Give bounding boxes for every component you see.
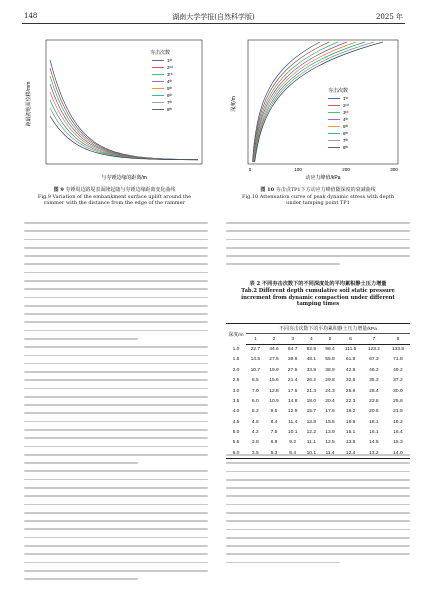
table-cell: 5.0 <box>232 430 240 436</box>
table-cell: 8.4 <box>270 419 278 425</box>
text-line-placeholder <box>24 355 208 357</box>
table-cell: 44.6 <box>269 347 279 353</box>
figure-10-legend-title: 夯击次数 <box>328 88 349 94</box>
table-cell: 15.3 <box>393 440 403 446</box>
text-line-placeholder <box>226 454 410 456</box>
figure-9-plot <box>22 34 207 184</box>
table-cell: 1.0 <box>232 346 240 352</box>
figure-10-caption-cn: 夯击点TP1下方动应力峰值随深度的衰减曲线 <box>275 187 376 193</box>
table-2-tamp-header: 7 <box>362 334 386 344</box>
figure-9-caption-label: 图 9 <box>53 187 64 193</box>
table-cell: 4.5 <box>232 419 240 425</box>
figure-9-series-line <box>50 100 198 160</box>
figure-9-series-line <box>50 68 198 160</box>
text-line-placeholder <box>24 412 208 414</box>
text-line-placeholder <box>24 512 208 514</box>
table-cell: 17.6 <box>325 409 335 415</box>
table-cell: 23.8 <box>369 398 379 404</box>
table-cell: 14.8 <box>287 398 298 404</box>
table-cell: 71.8 <box>393 357 403 363</box>
table-cell: 5.5 <box>232 440 240 446</box>
table-cell: 18.0 <box>306 398 317 404</box>
table-cell: 2.0 <box>232 367 240 373</box>
table-2-title-en-1: Tab.2 Different depth cumulative soil static pressure <box>241 287 395 294</box>
text-line-placeholder <box>24 346 208 348</box>
table-cell: 3.8 <box>251 440 259 446</box>
table-cell: 27.5 <box>269 357 279 363</box>
table-cell: 22.3 <box>345 398 356 404</box>
table-cell: 16.9 <box>345 419 356 425</box>
table-cell: 14.5 <box>250 357 261 363</box>
table-cell: 48.1 <box>306 357 317 363</box>
table-cell: 4.0 <box>232 409 240 415</box>
figure-9-series-line <box>50 92 198 160</box>
table-2-tamp-header: 8 <box>386 334 410 344</box>
table-cell: 16.4 <box>393 430 403 436</box>
table-cell: 7.0 <box>251 388 259 394</box>
table-cell: 24.3 <box>325 388 335 394</box>
right-column-text-lower <box>226 454 410 570</box>
text-line-placeholder <box>24 363 208 365</box>
table-2-tamp-header: 1 <box>246 334 265 344</box>
text-line-placeholder <box>24 537 208 539</box>
text-line-placeholder <box>24 371 208 373</box>
figure-10-plot <box>228 34 408 184</box>
text-line-placeholder <box>226 471 410 473</box>
figure-10-legend-entry: 8ᵗʰ <box>343 145 349 150</box>
table-2-tamp-header: 6 <box>339 334 362 344</box>
table-cell: 5.2 <box>251 409 259 415</box>
figure-10-x-tick-label: 100 <box>294 167 302 172</box>
figure-9 <box>22 34 207 184</box>
table-cell: 3.0 <box>232 388 240 394</box>
text-line-placeholder <box>24 230 208 232</box>
text-line-placeholder <box>24 462 138 464</box>
table-2 <box>226 323 410 459</box>
table-cell: 10.1 <box>287 430 298 436</box>
text-line-placeholder <box>24 321 208 323</box>
text-line-placeholder <box>24 288 208 290</box>
table-cell: 38.9 <box>325 367 335 373</box>
text-line-placeholder <box>24 470 208 472</box>
table-cell: 111.5 <box>344 347 357 353</box>
table-cell: 67.3 <box>369 357 379 363</box>
table-cell: 33.9 <box>306 367 317 373</box>
table-2-title <box>222 281 414 308</box>
text-line-placeholder <box>24 379 208 381</box>
text-line-placeholder <box>24 404 208 406</box>
table-cell: 11.4 <box>288 419 298 425</box>
text-line-placeholder <box>24 446 208 448</box>
table-cell: 20.4 <box>325 398 335 404</box>
table-cell: 32.8 <box>345 378 356 384</box>
figure-10-series-line <box>253 42 321 162</box>
figure-10-legend-entry: 7ᵗʰ <box>343 138 349 143</box>
text-line-placeholder <box>24 338 138 340</box>
text-line-placeholder <box>226 462 410 464</box>
text-line-placeholder <box>24 255 208 257</box>
text-line-placeholder <box>226 553 410 555</box>
text-line-placeholder <box>24 263 208 265</box>
page-number: 148 <box>24 12 38 20</box>
text-line-placeholder <box>226 222 410 224</box>
text-line-placeholder <box>226 495 410 497</box>
table-cell: 18.1 <box>369 419 379 425</box>
table-cell: 19.2 <box>345 409 356 415</box>
table-cell: 12.5 <box>325 440 335 446</box>
figure-9-xlabel: 与夯锤边缘的距离/m <box>101 175 147 181</box>
table-cell: 21.9 <box>393 409 403 415</box>
table-cell: 42.9 <box>345 367 356 373</box>
text-line-placeholder <box>24 239 208 241</box>
table-cell: 17.5 <box>287 388 298 394</box>
table-cell: 19.2 <box>393 419 403 425</box>
table-cell: 9.5 <box>270 409 278 415</box>
table-cell: 64.7 <box>287 347 298 353</box>
text-line-placeholder <box>226 520 410 522</box>
table-cell: 13.9 <box>325 430 335 436</box>
figure-10 <box>228 34 408 184</box>
figure-9-legend-entry: 2ⁿᵈ <box>167 65 173 70</box>
figure-10-x-tick-label: 0 <box>248 167 252 172</box>
text-line-placeholder <box>24 528 208 530</box>
table-2-span-header: 不同夯击次数下的平均累积静土压力增量/kPa <box>246 324 410 334</box>
table-cell: 12.8 <box>269 388 279 394</box>
table-cell: 6.8 <box>270 440 278 446</box>
text-line-placeholder <box>226 230 410 232</box>
table-cell: 7.5 <box>270 430 278 436</box>
figure-9-legend-entry: 1ˢᵗ <box>167 58 173 63</box>
figure-10-legend-entry: 2ⁿᵈ <box>343 103 349 108</box>
text-line-placeholder <box>24 487 208 489</box>
text-line-placeholder <box>24 280 208 282</box>
figure-10-legend-entry: 4ᵗʰ <box>343 117 349 122</box>
table-cell: 61.8 <box>345 357 356 363</box>
text-line-placeholder <box>24 570 208 572</box>
figure-10-series-line <box>254 42 356 162</box>
table-cell: 12.2 <box>306 430 317 436</box>
figure-9-ylabel: 距最初地面位移/mm <box>26 81 32 127</box>
table-cell: 6.0 <box>251 398 259 404</box>
table-cell: 1.5 <box>232 357 240 363</box>
figure-9-series-line <box>50 108 198 160</box>
table-row <box>226 417 410 427</box>
table-cell: 21.4 <box>287 378 298 384</box>
figure-10-caption-en-2: under tamping point TP1 <box>286 200 350 207</box>
table-2-tamp-header: 2 <box>265 334 284 344</box>
table-cell: 15.1 <box>345 430 356 436</box>
text-line-placeholder <box>24 504 208 506</box>
figure-9-legend-entry: 8ᵗʰ <box>167 107 173 112</box>
text-line-placeholder <box>24 421 208 423</box>
text-line-placeholder <box>226 239 410 241</box>
text-line-placeholder <box>226 479 410 481</box>
table-cell: 82.9 <box>306 347 317 353</box>
figure-9-legend-entry: 4ᵗʰ <box>167 79 173 84</box>
text-line-placeholder <box>24 222 208 224</box>
table-cell: 15.5 <box>325 419 335 425</box>
text-line-placeholder <box>226 529 410 531</box>
text-line-placeholder <box>226 504 410 506</box>
table-2-tamp-header: 4 <box>302 334 321 344</box>
table-cell: 21.3 <box>306 388 317 394</box>
figure-10-legend-entry: 5ᵗʰ <box>343 124 349 129</box>
publication-year: 2025 年 <box>375 13 403 21</box>
table-cell: 14.5 <box>369 440 379 446</box>
figure-9-legend-entry: 5ᵗʰ <box>167 86 173 91</box>
text-line-placeholder <box>24 313 208 315</box>
table-2-depth-header: 深度/m <box>226 324 246 345</box>
figure-10-caption-label: 图 10 <box>260 187 275 193</box>
table-cell: 26.2 <box>306 378 317 384</box>
figure-10-x-tick-label: 200 <box>342 167 350 172</box>
right-column-text-upper <box>226 222 410 272</box>
table-cell: 123.2 <box>367 347 381 353</box>
figure-9-series-line <box>50 84 198 160</box>
figure-9-legend-entry: 7ᵗʰ <box>167 100 173 105</box>
text-line-placeholder <box>24 247 208 249</box>
journal-name: 湖南大学学报(自然科学版) <box>172 13 255 21</box>
table-cell: 19.9 <box>269 367 279 373</box>
table-cell: 3.5 <box>232 398 240 404</box>
text-line-placeholder <box>24 520 208 522</box>
figure-10-x-tick-label: 300 <box>390 167 398 172</box>
table-cell: 37.2 <box>393 378 403 384</box>
figure-10-legend-entry: 6ᵗʰ <box>343 131 349 136</box>
table-cell: 4.2 <box>251 430 259 436</box>
figure-9-legend-entry: 3ʳᵈ <box>167 72 173 77</box>
text-line-placeholder <box>24 562 208 564</box>
figure-10-series-line <box>254 42 348 162</box>
table-cell: 13.8 <box>306 419 317 425</box>
table-cell: 16.1 <box>369 430 379 436</box>
text-line-placeholder <box>226 537 410 539</box>
table-row <box>226 365 410 375</box>
figure-10-series-line <box>253 42 329 162</box>
figure-9-series-line <box>50 60 198 160</box>
figure-10-caption-en-1: Fig.10 Attenuation curve of peak dynamic stress with depth <box>241 193 395 200</box>
figure-9-caption-en-1: Fig.9 Variation of the embankment surface uplift around the <box>37 193 192 200</box>
text-line-placeholder <box>24 578 138 580</box>
table-row <box>226 344 410 354</box>
table-row <box>226 438 410 448</box>
table-cell: 4.6 <box>251 419 259 425</box>
table-cell: 35.3 <box>369 378 379 384</box>
text-line-placeholder <box>24 429 208 431</box>
running-header <box>22 10 405 24</box>
text-line-placeholder <box>24 479 208 481</box>
table-cell: 13.6 <box>345 440 356 446</box>
text-line-placeholder <box>24 553 208 555</box>
table-2-title-cn: 表 2 不同夯击次数下的不同深度处的平均累积静土压力增量 <box>249 281 387 287</box>
table-2-title-en-2: increment from dynamic compaction under different <box>241 294 395 301</box>
text-line-placeholder <box>226 512 410 514</box>
table-2-tamp-header: 5 <box>321 334 340 344</box>
table-row <box>226 396 410 406</box>
table-cell: 29.8 <box>325 378 335 384</box>
table-cell: 15.7 <box>306 409 317 415</box>
table-cell: 28.4 <box>369 388 379 394</box>
text-line-placeholder <box>226 255 410 257</box>
text-line-placeholder <box>24 545 208 547</box>
table-row <box>226 375 410 385</box>
table-row <box>226 407 410 417</box>
text-line-placeholder <box>226 545 410 547</box>
table-cell: 8.5 <box>251 378 259 384</box>
table-cell: 25.6 <box>393 398 403 404</box>
text-line-placeholder <box>226 562 340 564</box>
table-cell: 2.5 <box>232 378 240 384</box>
figure-9-legend-entry: 6ᵗʰ <box>167 93 173 98</box>
table-cell: 26.6 <box>345 388 356 394</box>
figure-10-legend-entry: 1ˢᵗ <box>343 96 349 101</box>
figure-10-ylabel: 深度/m <box>231 96 237 112</box>
text-line-placeholder <box>24 330 208 332</box>
text-line-placeholder <box>24 437 208 439</box>
table-cell: 9.2 <box>289 440 297 446</box>
table-cell: 22.7 <box>250 347 261 353</box>
table-cell: 30.0 <box>393 388 403 394</box>
table-cell: 10.7 <box>250 367 261 373</box>
table-2-title-en-3: tamping times <box>296 301 340 308</box>
text-line-placeholder <box>24 272 208 274</box>
figure-9-legend-title: 夯击次数 <box>150 50 171 56</box>
table-cell: 27.5 <box>287 367 298 373</box>
figure-9-caption-cn: 夯锤周边路堤表面隆起随与夯锤边缘距离变化曲线 <box>65 187 176 193</box>
figure-10-series-line <box>255 42 383 162</box>
table-cell: 10.9 <box>269 398 279 404</box>
table-cell: 38.6 <box>287 357 298 363</box>
figure-10-legend-entry: 3ʳᵈ <box>343 110 349 115</box>
text-line-placeholder <box>226 247 410 249</box>
figure-9-caption-en-2: rammer with the distance from the edge of the rammer <box>44 200 185 207</box>
table-cell: 12.9 <box>287 409 298 415</box>
text-line-placeholder <box>24 297 208 299</box>
table-cell: 46.2 <box>369 367 379 373</box>
table-row <box>226 386 410 396</box>
table-cell: 11.1 <box>306 440 316 446</box>
table-cell: 55.8 <box>325 357 335 363</box>
table-cell: 15.6 <box>269 378 279 384</box>
text-line-placeholder <box>24 495 208 497</box>
text-line-placeholder <box>226 263 340 265</box>
figure-9-caption <box>16 187 213 207</box>
table-cell: 98.4 <box>325 347 335 353</box>
table-cell: 133.8 <box>391 347 405 353</box>
table-row <box>226 355 410 365</box>
plot-frame <box>46 40 202 164</box>
text-line-placeholder <box>24 396 208 398</box>
text-line-placeholder <box>226 487 410 489</box>
table-row <box>226 427 410 437</box>
table-cell: 20.6 <box>369 409 379 415</box>
figure-10-caption <box>222 187 414 207</box>
table-2-tamp-header: 3 <box>283 334 302 344</box>
text-line-placeholder <box>24 305 208 307</box>
figure-10-xlabel: 动应力峰值/kPa <box>305 175 341 181</box>
table-cell: 49.2 <box>393 367 403 373</box>
text-line-placeholder <box>24 454 208 456</box>
left-column-text <box>24 222 208 586</box>
text-line-placeholder <box>24 388 208 390</box>
